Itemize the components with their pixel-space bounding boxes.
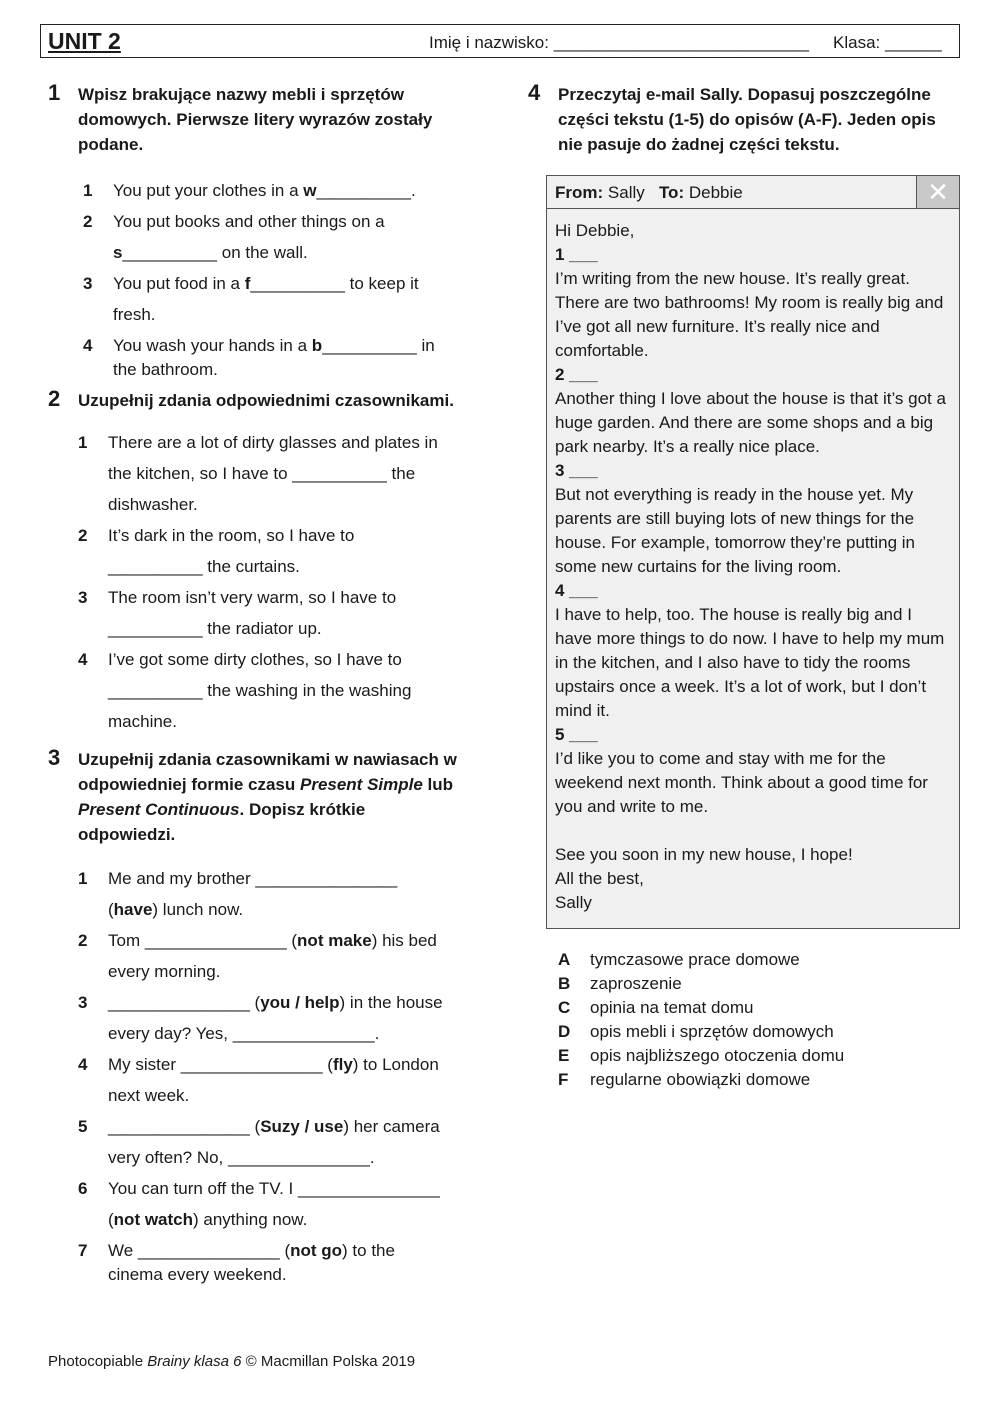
list-item: 1 Me and my brother _______________ (have) lunch now. [78, 869, 398, 919]
exercise-3-items [78, 863, 448, 1287]
option-item: A tymczasowe prace domowe [558, 950, 800, 969]
list-item: 2 It’s dark in the room, so I have to __________ the curtains. [78, 526, 355, 576]
name-field-label: Imię i nazwisko: ___________________________ [429, 33, 809, 52]
email-paragraph: I have to help, too. The house is really big and I have more things to do now. I have to help my mum in the kitchen, and I also have to tidy the rooms upstairs once a week. It’s a lot of work, but I don’t mind it. [555, 605, 945, 720]
answer-blank[interactable]: __________ to keep it fresh. [113, 274, 419, 324]
left-column [48, 82, 478, 1287]
list-item: 2 You put books and other things on a s__________ on the wall. [83, 212, 385, 262]
part-number-blank[interactable]: 5 ___ [555, 725, 598, 744]
part-number-blank[interactable]: 1 ___ [555, 245, 598, 264]
right-column [528, 82, 960, 157]
exercise-number: 2 [48, 386, 61, 411]
worksheet-header [40, 24, 960, 58]
email-body [547, 209, 959, 915]
email-paragraph: I’d like you to come and stay with me for the weekend next month. Think about a good time for you and write to me. [555, 749, 928, 816]
email-header-bar [547, 176, 959, 209]
exercise-number: 1 [48, 80, 61, 105]
email-paragraph: Another thing I love about the house is that it’s got a huge garden. And there are some shops and a big park nearby. It’s a really nice place. [555, 389, 946, 456]
exercise-number: 4 [528, 80, 541, 105]
list-item: 2 Tom _______________ (not make) his bed every morning. [78, 931, 437, 981]
email-signature: Sally [555, 893, 592, 912]
exercise-2-items [78, 427, 448, 737]
answer-blank[interactable]: __________ on the wall. [122, 243, 308, 262]
email-paragraph: I’m writing from the new house. It’s really great. There are two bathrooms! My room is really big and I’ve got all new furniture. It’s really nice and comfortable. [555, 269, 944, 360]
answer-options [558, 948, 844, 1092]
class-field-label: Klasa: ______ [833, 33, 942, 52]
part-number-blank[interactable]: 2 ___ [555, 365, 598, 384]
list-item: 3 You put food in a f__________ to keep it fresh. [83, 274, 419, 324]
email-greeting: Hi Debbie, [555, 221, 635, 240]
list-item: 5 _______________ (Suzy / use) her camera very often? No, _______________. [78, 1117, 440, 1167]
email-sign-off: All the best, [555, 869, 644, 888]
answer-blank[interactable]: __________. [316, 181, 416, 200]
close-icon[interactable]: ✕ [916, 176, 959, 208]
email-window [546, 175, 960, 929]
option-item: E opis najbliższego otoczenia domu [558, 1046, 845, 1065]
option-item: C opinia na temat domu [558, 998, 754, 1017]
part-number-blank[interactable]: 4 ___ [555, 581, 598, 600]
exercise-4-instruction: 4 Przeczytaj e-mail Sally. Dopasuj poszczególne części tekstu (1-5) do opisów (A-F). Jeden opis nie pasuje do żadnej części tekstu. [528, 80, 936, 154]
option-item: D opis mebli i sprzętów domowych [558, 1022, 834, 1041]
list-item: 1 There are a lot of dirty glasses and plates in the kitchen, so I have to __________ the dishwasher. [78, 433, 438, 514]
exercise-1-items [83, 175, 448, 382]
list-item: 4 You wash your hands in a b__________ in the bathroom. [83, 336, 435, 379]
email-from-to: From: Sally To: Debbie [555, 183, 743, 202]
exercise-number: 3 [48, 745, 61, 770]
exercise-2-instruction: 2 Uzupełnij zdania odpowiednimi czasownikami. [48, 386, 454, 411]
list-item: 3 The room isn’t very warm, so I have to __________ the radiator up. [78, 588, 397, 638]
unit-title: UNIT 2 [48, 28, 121, 54]
list-item: 4 My sister _______________ (fly) to London next week. [78, 1055, 439, 1105]
part-number-blank[interactable]: 3 ___ [555, 461, 598, 480]
page-footer: Photocopiable Brainy klasa 6 © Macmillan Polska 2019 [48, 1353, 416, 1370]
list-item: 6 You can turn off the TV. I _______________ (not watch) anything now. [78, 1179, 440, 1229]
list-item: 4 I’ve got some dirty clothes, so I have to __________ the washing in the washing machine. [78, 650, 412, 731]
list-item: 1 You put your clothes in a w__________. [83, 181, 416, 200]
email-closing: See you soon in my new house, I hope! [555, 845, 853, 864]
option-item: B zaproszenie [558, 974, 682, 993]
list-item: 3 _______________ (you / help) in the house every day? Yes, _______________. [78, 993, 443, 1043]
option-item: F regularne obowiązki domowe [558, 1070, 811, 1089]
exercise-3-instruction: 3 Uzupełnij zdania czasownikami w nawiasach w odpowiedniej formie czasu Present Simple lub Present Continuous. Dopisz krótkie odpowiedzi. [48, 745, 457, 844]
email-paragraph: But not everything is ready in the house yet. My parents are still buying lots of new things for the house. For example, tomorrow they’re putting in some new curtains for the living room. [555, 485, 916, 576]
list-item: 7 We _______________ (not go) to the cinema every weekend. [78, 1241, 395, 1284]
exercise-1-instruction: 1 Wpisz brakujące nazwy mebli i sprzętów domowych. Pierwsze litery wyrazów zostały podane. [48, 80, 433, 154]
answer-blank[interactable]: __________ in the bathroom. [113, 336, 435, 379]
